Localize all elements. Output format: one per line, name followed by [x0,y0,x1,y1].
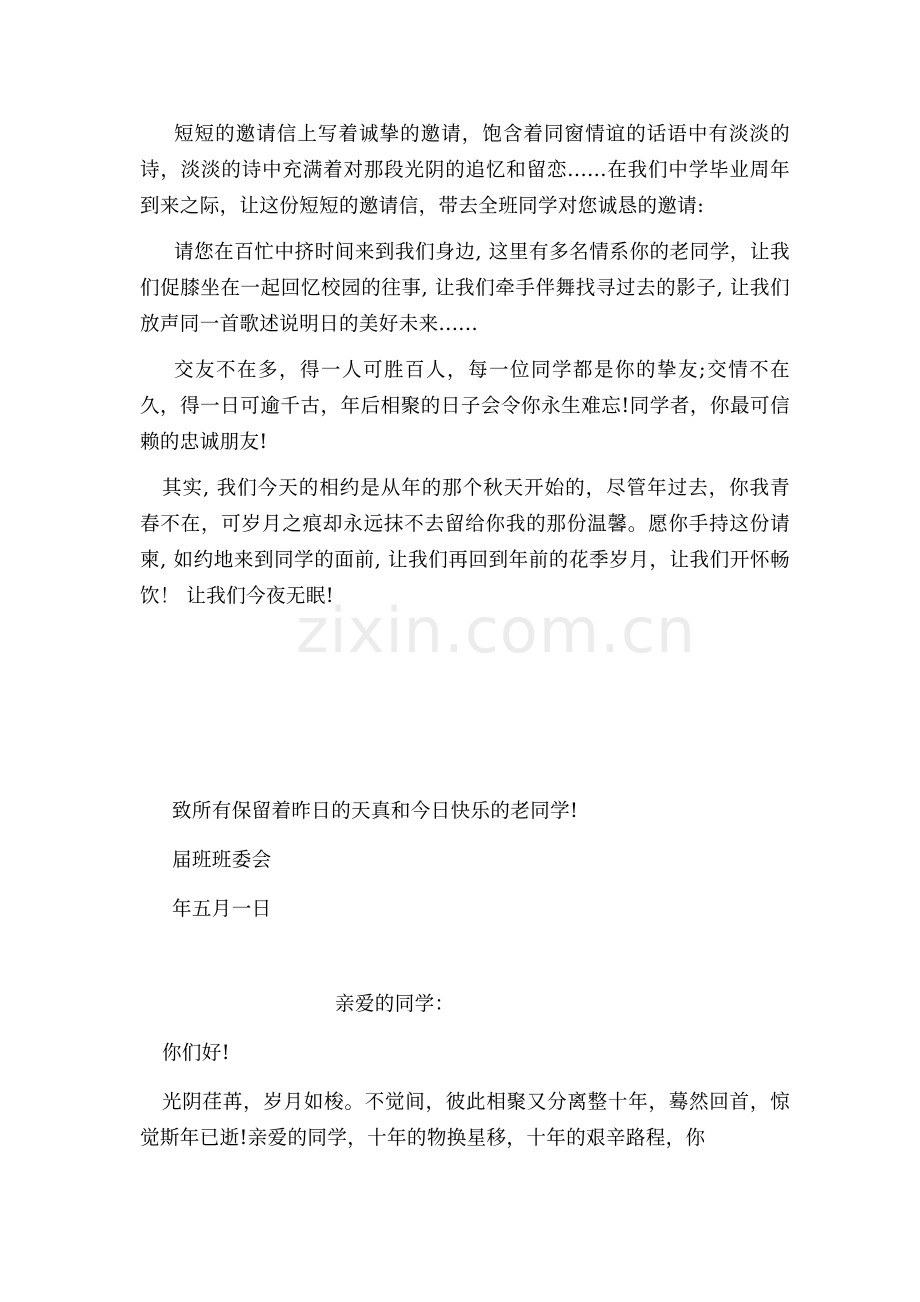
paragraph: 光阴荏苒，岁月如梭。不觉间，彼此相聚又分离整十年，蓦然回首，惊觉斯年已逝!亲爱的同学，十年的物换星移，十年的艰辛路程，你 [140,1090,790,1149]
paragraph: 请您在百忙中挤时间来到我们身边, 这里有多名情系你的老同学，让我们促膝坐在一起回忆校园的往事, 让我们牵手伴舞找寻过去的影子, 让我们放声同一首歌述说明日的美好未来...... [140,240,790,335]
letter2-body [140,1084,790,1166]
signature: 届班班委会 [172,848,272,871]
letter2-title: 亲爱的同学： [335,992,455,1015]
letter2-greeting: 你们好! [162,1041,230,1064]
paragraph: 其实, 我们今天的相约是从年的那个秋天开始的，尽管年过去，你我青春不在，可岁月之痕却永远抹不去留给你我的那份温馨。愿你手持这份请柬, 如约地来到同学的面前, 让我们再回到年前的花季岁月，让我们开怀畅饮！ 让我们今夜无眠! [140,476,790,607]
letter1-body [140,116,790,624]
paragraph: 短短的邀请信上写着诚挚的邀请，饱含着同窗情谊的话语中有淡淡的诗，淡淡的诗中充满着对那段光阴的追忆和留恋......在我们中学毕业周年到来之际，让这份短短的邀请信，带去全班同学对您诚恳的邀请: [140,122,790,217]
letter-date: 年五月一日 [172,897,272,920]
paragraph: 交友不在多，得一人可胜百人，每一位同学都是你的挚友;交情不在久，得一日可逾千古，年后相聚的日子会令你永生难忘!同学者，你最可信赖的忠诚朋友! [140,358,790,453]
closing-line: 致所有保留着昨日的天真和今日快乐的老同学! [172,799,579,822]
watermark: zixin.com.cn [296,594,697,667]
